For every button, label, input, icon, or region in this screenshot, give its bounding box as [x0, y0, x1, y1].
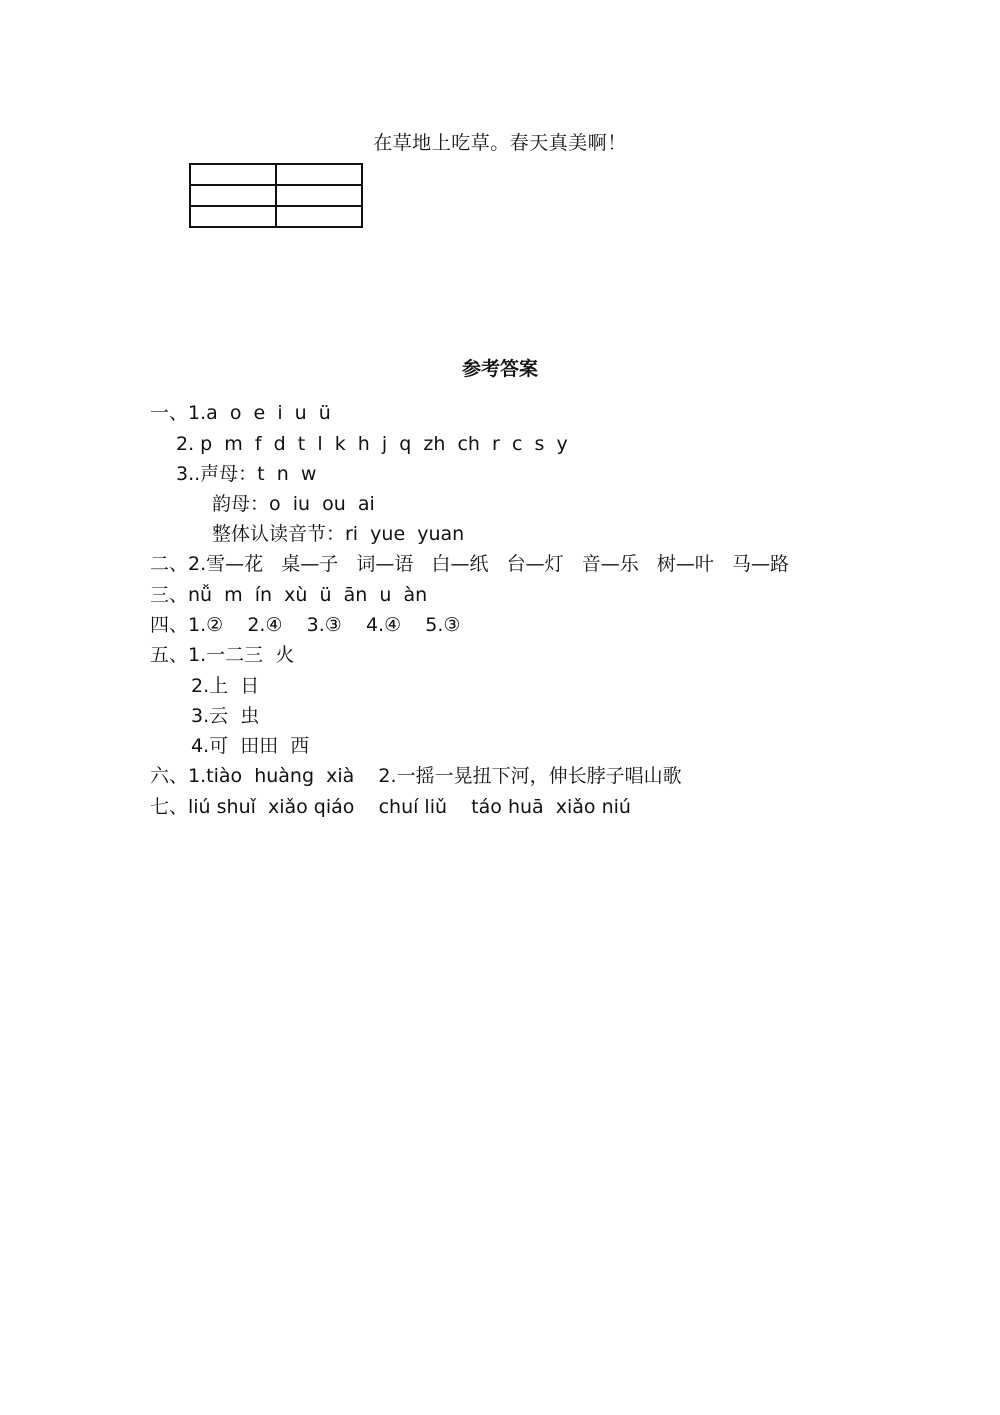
answer-line-5-2: 2.上 日	[191, 675, 260, 697]
answer-line-5-1: 五、1.一二三 火	[150, 644, 295, 666]
answer-line-1-3: 3..声母：t n w	[176, 463, 317, 485]
answer-line-1-3-finals: 韵母：o iu ou ai	[212, 493, 375, 515]
answer-line-1-1: 一、1.a o e i u ü	[150, 402, 331, 424]
grid-cell	[190, 206, 276, 227]
grid-cell	[190, 164, 276, 185]
grid-cell	[276, 185, 362, 206]
answer-line-4: 四、1.② 2.④ 3.③ 4.④ 5.③	[150, 614, 461, 636]
answer-line-3: 三、nǚ m ín xù ü ān u àn	[150, 584, 428, 606]
grid-cell	[190, 185, 276, 206]
answer-line-5-3: 3.云 虫	[191, 705, 260, 727]
answer-key-title: 参考答案	[461, 358, 538, 380]
answer-line-2: 二、2.雪—花 桌—子 词—语 白—纸 台—灯 音—乐 树—叶 马—路	[150, 553, 789, 575]
story-ending-sentence: 在草地上吃草。春天真美啊！	[373, 132, 627, 154]
answer-line-6: 六、1.tiào huàng xià 2.一摇一晃扭下河，伸长脖子唱山歌	[150, 765, 682, 787]
grid-cell	[276, 206, 362, 227]
answer-line-7: 七、liú shuǐ xiǎo qiáo chuí liǔ táo huā xiǎo niú	[150, 796, 631, 818]
grid-cell	[276, 164, 362, 185]
answer-line-1-2: 2. p m f d t l k h j q zh ch r c s y	[176, 433, 568, 455]
answer-line-1-3-syllables: 整体认读音节：ri yue yuan	[212, 523, 465, 545]
answer-line-5-4: 4.可 田田 西	[191, 735, 310, 757]
blank-answer-grid	[189, 163, 363, 228]
